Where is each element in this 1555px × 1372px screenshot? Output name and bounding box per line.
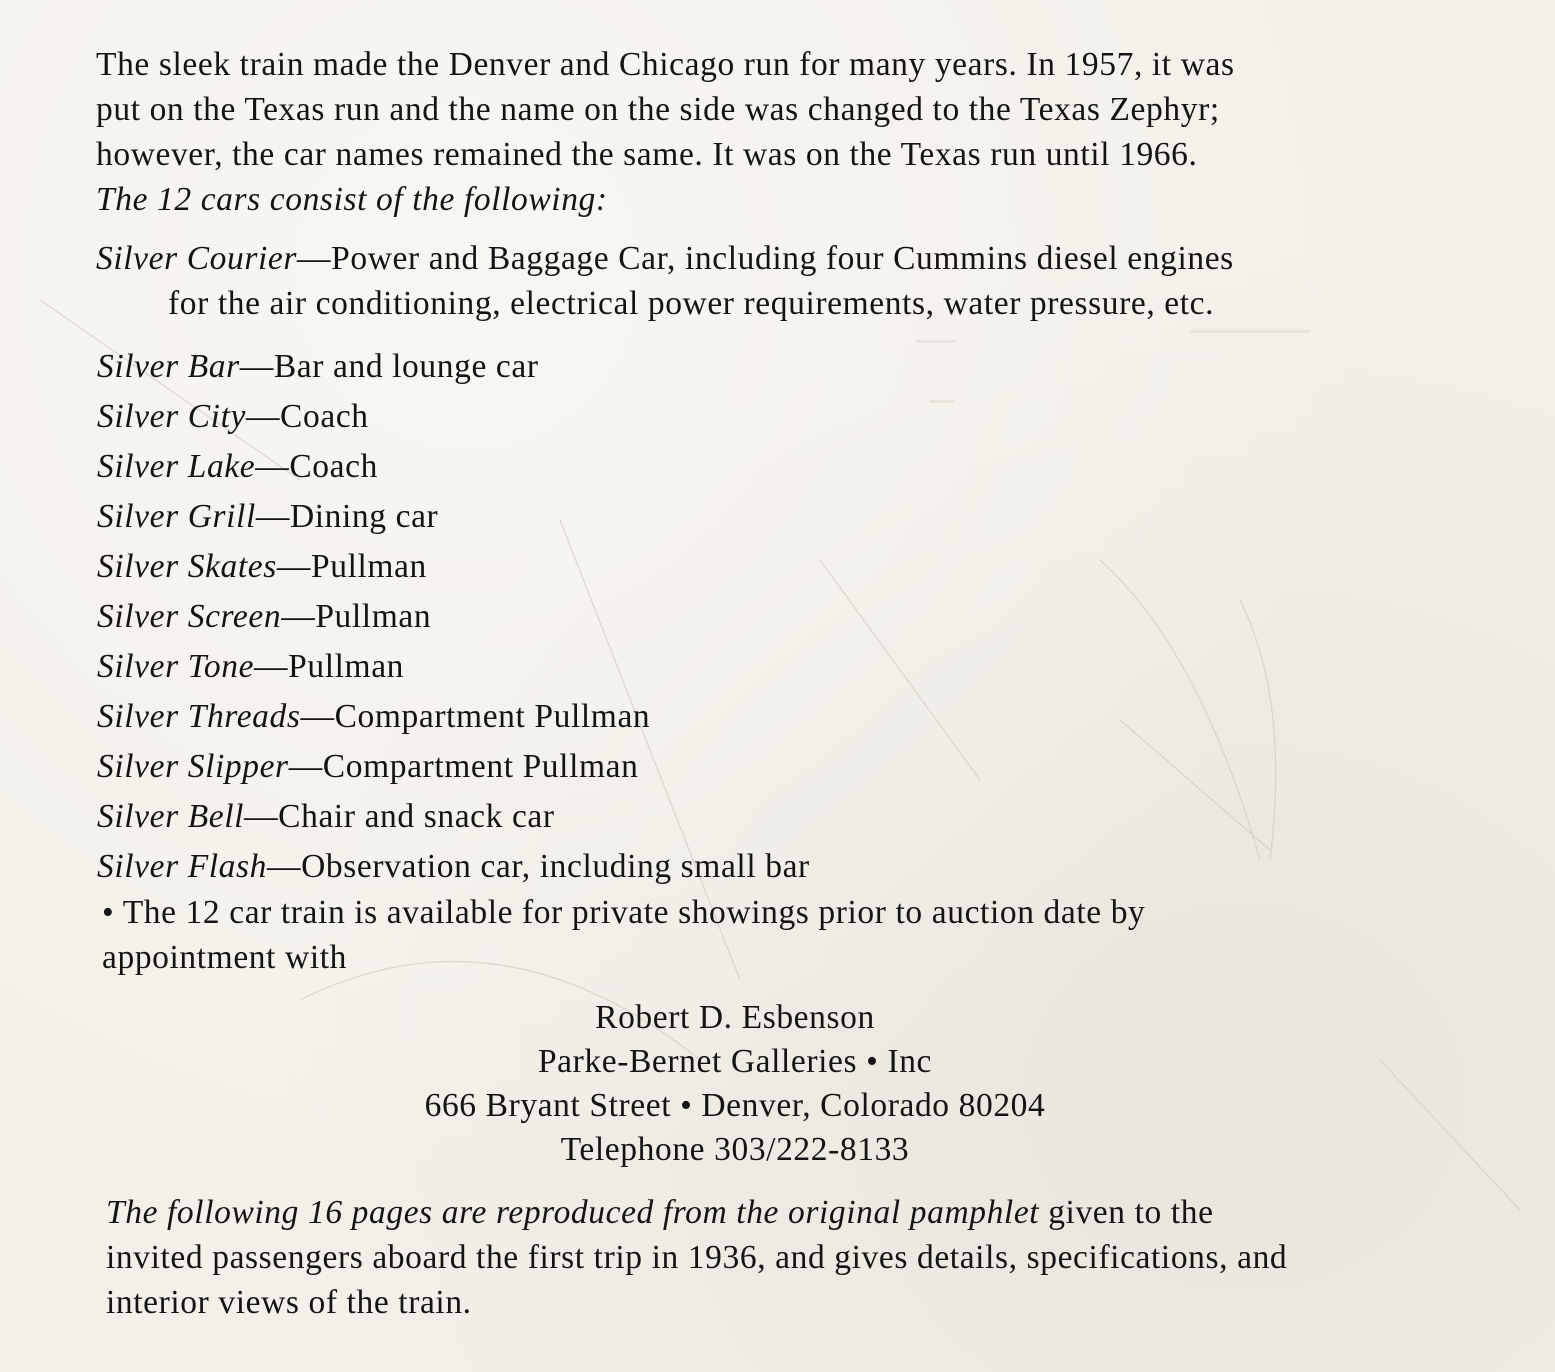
car-entry [97,792,810,842]
car-description: —Compartment Pullman [300,698,651,735]
car-description: —Coach [255,448,378,485]
car-description: —Pullman [281,598,432,635]
car-name: Silver Bar [97,348,240,385]
car-name: Silver Slipper [97,748,289,785]
car-name: Silver City [97,398,246,435]
footer-line: interior views of the train. [106,1284,472,1321]
car-entry [97,742,810,792]
car-entry [97,692,810,742]
car-entry [97,542,810,592]
car-name: Silver Lake [97,448,256,485]
contact-company: Parke-Bernet Galleries • Inc [537,1043,933,1080]
car-name: Silver Bell [97,798,245,835]
car-list [97,342,810,892]
car-description: —Pullman [254,648,405,685]
car-description: —Pullman [276,548,427,585]
car-description: —Power and Baggage Car, including four Cummins diesel engines [297,240,1234,277]
car-description: —Chair and snack car [244,798,555,835]
car-entry [97,842,810,892]
note-line: appointment with [102,939,347,976]
car-name: Silver Courier [96,240,298,277]
footer-line [106,1190,1406,1235]
car-entry [97,342,810,392]
contact-phone: Telephone 303/222-8133 [560,1131,910,1168]
cars-heading: The 12 cars consist of the following: [96,181,608,218]
car-name: Silver Tone [97,648,255,685]
footer-paragraph [106,1190,1406,1325]
car-entry [97,492,810,542]
car-name: Silver Skates [97,548,277,585]
car-name: Silver Threads [97,698,301,735]
intro-line: put on the Texas run and the name on the side was changed to the Texas Zephyr; [96,91,1220,128]
footer-text: given to the [1039,1194,1214,1231]
courier-line-2: for the air conditioning, electrical power requirements, water pressure, etc. [168,285,1215,322]
car-name: Silver Flash [97,848,268,885]
car-description: —Observation car, including small bar [267,848,810,885]
car-entry-courier [96,236,1234,326]
footer-italic: The following 16 pages are reproduced from the original pamphlet [106,1194,1040,1231]
car-name: Silver Grill [97,498,256,535]
footer-line: invited passengers aboard the first trip in 1936, and gives details, specifications, and [106,1239,1288,1276]
car-entry [97,642,810,692]
car-description: —Dining car [255,498,439,535]
car-entry [97,442,810,492]
contact-name: Robert D. Esbenson [595,999,875,1036]
car-name: Silver Screen [97,598,282,635]
courier-line-1 [96,240,1234,277]
contact-address: 666 Bryant Street • Denver, Colorado 80204 [424,1087,1046,1124]
intro-line: The sleek train made the Denver and Chicago run for many years. In 1957, it was [96,46,1235,83]
car-description: —Bar and lounge car [239,348,539,385]
car-entry [97,392,810,442]
contact-block [0,996,1470,1172]
intro-line: however, the car names remained the same. It was on the Texas run until 1966. [96,136,1198,173]
note-line: • The 12 car train is available for private showings prior to auction date by [102,894,1146,931]
intro-paragraph [96,42,1386,222]
car-description: —Coach [245,398,369,435]
car-entry [97,592,810,642]
showing-note [102,890,1145,980]
car-description: —Compartment Pullman [288,748,639,785]
